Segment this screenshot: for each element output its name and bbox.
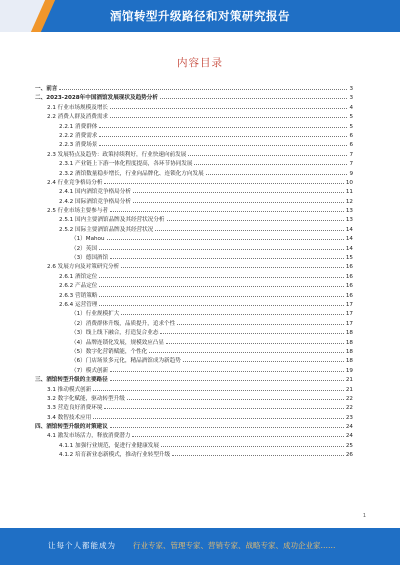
toc-entry-page: 5	[349, 123, 353, 130]
toc-entry-label: （2）消费群体升级，品质提升，追求个性	[71, 320, 176, 327]
toc-entry-page: 21	[345, 386, 353, 393]
toc-entry-page: 13	[345, 208, 353, 215]
toc-leader-dots	[161, 441, 344, 447]
toc-entry-label: 四、酒馆转型升级的对策建议	[35, 424, 108, 431]
toc-entry[interactable]	[35, 338, 353, 347]
toc-leader-dots	[59, 84, 347, 90]
toc-entry[interactable]	[35, 356, 353, 365]
toc-entry-label: 一、前言	[35, 86, 58, 92]
toc-entry-page: 17	[345, 320, 353, 327]
toc-entry-label: （7）模式创新	[71, 367, 109, 374]
toc-entry-label: 2.6.2 产品定位	[59, 283, 98, 290]
toc-leader-dots	[93, 413, 344, 419]
toc-entry-label: 2.1 行业市场规模及增长	[47, 104, 109, 111]
toc-entry-page: 21	[345, 377, 353, 384]
toc-leader-dots	[110, 103, 347, 109]
toc-entry[interactable]	[35, 215, 353, 224]
toc-entry[interactable]	[35, 394, 353, 403]
toc-leader-dots	[121, 262, 344, 268]
toc-leader-dots	[188, 150, 347, 156]
toc-entry[interactable]	[35, 197, 353, 206]
toc-entry-page: 14	[345, 226, 353, 233]
toc-entry[interactable]	[35, 178, 353, 187]
toc-entry[interactable]	[35, 431, 353, 440]
toc-entry[interactable]	[35, 84, 353, 93]
toc-leader-dots	[110, 112, 347, 118]
toc-leader-dots	[183, 356, 344, 362]
toc-entry-page: 24	[345, 424, 353, 431]
toc-entry[interactable]	[35, 253, 353, 262]
toc-entry-label: 2.2.3 消费场景	[59, 142, 98, 149]
toc-entry-label: （1）Mahou	[71, 236, 105, 243]
toc-entry[interactable]	[35, 281, 353, 290]
toc-entry[interactable]	[35, 291, 353, 300]
toc-leader-dots	[206, 169, 348, 175]
footer-banner	[0, 528, 400, 565]
toc-entry[interactable]	[35, 150, 353, 159]
toc-entry[interactable]	[35, 169, 353, 178]
toc-entry-page: 25	[345, 442, 353, 449]
toc-entry-page: 6	[349, 142, 353, 149]
toc-entry-label: 2.6.3 营销策略	[59, 292, 98, 299]
toc-entry[interactable]	[35, 272, 353, 281]
toc-entry-page: 14	[345, 236, 353, 243]
toc-leader-dots	[99, 131, 347, 137]
toc-entry-label: 2.3.2 酒馆数量稳步增长，行业向品牌化、连锁化方向发展	[59, 170, 204, 177]
toc-entry-label: （4）品牌连锁化发展，规模效应凸显	[71, 339, 165, 346]
toc-entry-label: 三、酒馆转型升级的主要路径	[35, 377, 108, 384]
toc-leader-dots	[167, 215, 344, 221]
toc-entry-page: 16	[345, 292, 353, 299]
toc-entry-page: 16	[345, 264, 353, 271]
toc-entry-label: 4.1.2 培育新业态新模式，推动行业转型升级	[59, 452, 171, 459]
toc-leader-dots	[160, 328, 343, 334]
toc-entry-label: （3）德国酒馆	[71, 255, 109, 262]
toc-entry-page: 6	[349, 132, 353, 139]
toc-leader-dots	[172, 450, 344, 456]
toc-entry-page: 14	[345, 245, 353, 252]
toc-leader-dots	[110, 366, 344, 372]
toc-entry-page: 3	[349, 86, 353, 92]
toc-entry-page: 11	[345, 189, 353, 196]
toc-leader-dots	[99, 291, 343, 297]
toc-entry[interactable]	[35, 366, 353, 375]
toc-entry[interactable]	[35, 450, 353, 459]
toc-entry[interactable]	[35, 413, 353, 422]
toc-entry-page: 9	[349, 170, 353, 177]
toc-entry-page: 12	[345, 198, 353, 205]
toc-entry-label: 2.3 发展特点及趋势：政策持续利好，行业快速向前发展	[47, 151, 187, 158]
toc-entry[interactable]	[35, 122, 353, 131]
report-title: 酒馆转型升级路径和对策研究报告	[110, 9, 290, 23]
toc-entry-page: 17	[345, 311, 353, 318]
header-banner	[0, 0, 400, 32]
toc-entry[interactable]	[35, 140, 353, 149]
toc-entry-label: （5）数字化营销赋能，个性化	[71, 348, 148, 355]
toc-leader-dots	[133, 187, 344, 193]
toc-entry[interactable]	[35, 159, 353, 168]
toc-entry-page: 15	[345, 255, 353, 262]
toc-entry-label: 3.1 推动模式创新	[47, 386, 92, 393]
toc-entry-label: 2.4.1 国内酒馆竞争格局分析	[59, 189, 131, 196]
toc-entry-label: 2.6 发展方向及对策研究分析	[47, 264, 120, 271]
toc-leader-dots	[110, 253, 344, 259]
toc-heading: 内容目录	[177, 57, 223, 69]
table-of-contents	[35, 84, 353, 460]
toc-entry-page: 7	[349, 161, 353, 168]
toc-entry-page: 23	[345, 414, 353, 421]
toc-entry-label: 2.4.2 国际酒馆竞争格局分析	[59, 198, 131, 205]
toc-entry-page: 24	[345, 433, 353, 440]
toc-entry-page: 3	[349, 95, 353, 102]
toc-entry-label: （6）门店场景多元化，精品酒馆成为新趋势	[71, 358, 181, 365]
toc-entry-page: 17	[345, 301, 353, 308]
toc-leader-dots	[99, 281, 343, 287]
toc-entry-label: 2.5 行业市场主要参与者	[47, 208, 109, 215]
toc-entry-page: 18	[345, 348, 353, 355]
toc-entry-page: 13	[345, 217, 353, 224]
toc-leader-dots	[166, 338, 344, 344]
toc-leader-dots	[133, 197, 344, 203]
toc-entry[interactable]	[35, 319, 353, 328]
toc-leader-dots	[194, 159, 347, 165]
toc-leader-dots	[110, 375, 344, 381]
toc-entry-label: （3）线上线下融合，打造复合业态	[71, 330, 159, 337]
footer-roles: 行业专家、管理专家、营销专家、战略专家、成功企业家……	[133, 541, 336, 550]
toc-leader-dots	[93, 385, 344, 391]
toc-leader-dots	[121, 309, 344, 315]
toc-entry-label: 4.1.1 加强行业规范，促进行业健康发展	[59, 442, 159, 449]
toc-entry-page: 7	[349, 151, 353, 158]
toc-leader-dots	[110, 206, 344, 212]
toc-entry[interactable]	[35, 403, 353, 412]
toc-leader-dots	[99, 244, 344, 250]
toc-entry[interactable]	[35, 225, 353, 234]
toc-entry-label: 2.2.2 消费需求	[59, 132, 98, 139]
toc-leader-dots	[99, 272, 343, 278]
toc-entry-label: （1）行业规模扩大	[71, 311, 120, 318]
toc-entry-page: 22	[345, 405, 353, 412]
toc-leader-dots	[104, 178, 343, 184]
toc-leader-dots	[104, 403, 343, 409]
toc-entry[interactable]	[35, 309, 353, 318]
toc-leader-dots	[177, 319, 344, 325]
toc-entry-page: 5	[349, 114, 353, 121]
toc-leader-dots	[99, 122, 347, 128]
toc-entry[interactable]	[35, 385, 353, 394]
toc-entry-label: 4.1 激发市场活力，释放消费潜力	[47, 433, 131, 440]
toc-leader-dots	[107, 234, 344, 240]
toc-entry-page: 18	[345, 358, 353, 365]
toc-entry-label: 2.2.1 消费群体	[59, 123, 98, 130]
toc-entry-page: 18	[345, 330, 353, 337]
toc-leader-dots	[99, 300, 343, 306]
toc-entry[interactable]	[35, 441, 353, 450]
toc-entry-page: 26	[345, 452, 353, 459]
toc-entry-label: 2.3.1 产业链上下游一体化程度提高，各环节协同发展	[59, 161, 193, 168]
toc-entry[interactable]	[35, 244, 353, 253]
toc-entry-label: 二、2023-2028年中国酒馆发展现状及趋势分析	[35, 95, 158, 102]
toc-entry-page: 4	[349, 104, 353, 111]
toc-leader-dots	[132, 431, 343, 437]
toc-entry[interactable]	[35, 103, 353, 112]
toc-entry-label: 3.3 营造良好消费环境	[47, 405, 103, 412]
toc-entry-page: 10	[345, 179, 353, 186]
toc-leader-dots	[110, 422, 344, 428]
toc-entry[interactable]	[35, 206, 353, 215]
toc-leader-dots	[127, 394, 344, 400]
toc-entry-label: 2.4 行业竞争格局分析	[47, 179, 103, 186]
toc-leader-dots	[99, 140, 347, 146]
toc-leader-dots	[155, 225, 344, 231]
toc-entry-label: 2.5.2 国际主要酒馆品牌及其经营状况	[59, 226, 154, 233]
toc-entry[interactable]	[35, 112, 353, 121]
toc-entry-label: 2.2 消费人群及消费需求	[47, 114, 109, 121]
toc-entry-page: 18	[345, 339, 353, 346]
toc-entry[interactable]	[35, 234, 353, 243]
toc-entry[interactable]	[35, 93, 353, 102]
toc-entry-label: 2.5.1 国内主要酒馆品牌及其经营状况分析	[59, 217, 165, 224]
toc-entry[interactable]	[35, 131, 353, 140]
toc-leader-dots	[160, 93, 347, 99]
toc-entry[interactable]	[35, 347, 353, 356]
toc-entry-label: （2）英国	[71, 245, 97, 252]
page-number: 1	[362, 513, 366, 519]
toc-leader-dots	[149, 347, 344, 353]
toc-entry[interactable]	[35, 422, 353, 431]
toc-entry-label: 2.6.4 运营管理	[59, 301, 98, 308]
toc-entry-label: 3.4 数智技术应用	[47, 414, 92, 421]
toc-entry-page: 16	[345, 283, 353, 290]
toc-entry[interactable]	[35, 300, 353, 309]
toc-entry-page: 19	[345, 367, 353, 374]
toc-entry[interactable]	[35, 262, 353, 271]
toc-entry-page: 22	[345, 395, 353, 402]
toc-entry-label: 3.2 数字化赋能，驱动转型升级	[47, 395, 125, 402]
toc-entry[interactable]	[35, 375, 353, 384]
footer-slogan: 让每个人都能成为	[48, 541, 116, 550]
toc-entry[interactable]	[35, 187, 353, 196]
toc-entry-label: 2.6.1 酒馆定位	[59, 273, 98, 280]
toc-entry-page: 16	[345, 273, 353, 280]
toc-entry[interactable]	[35, 328, 353, 337]
